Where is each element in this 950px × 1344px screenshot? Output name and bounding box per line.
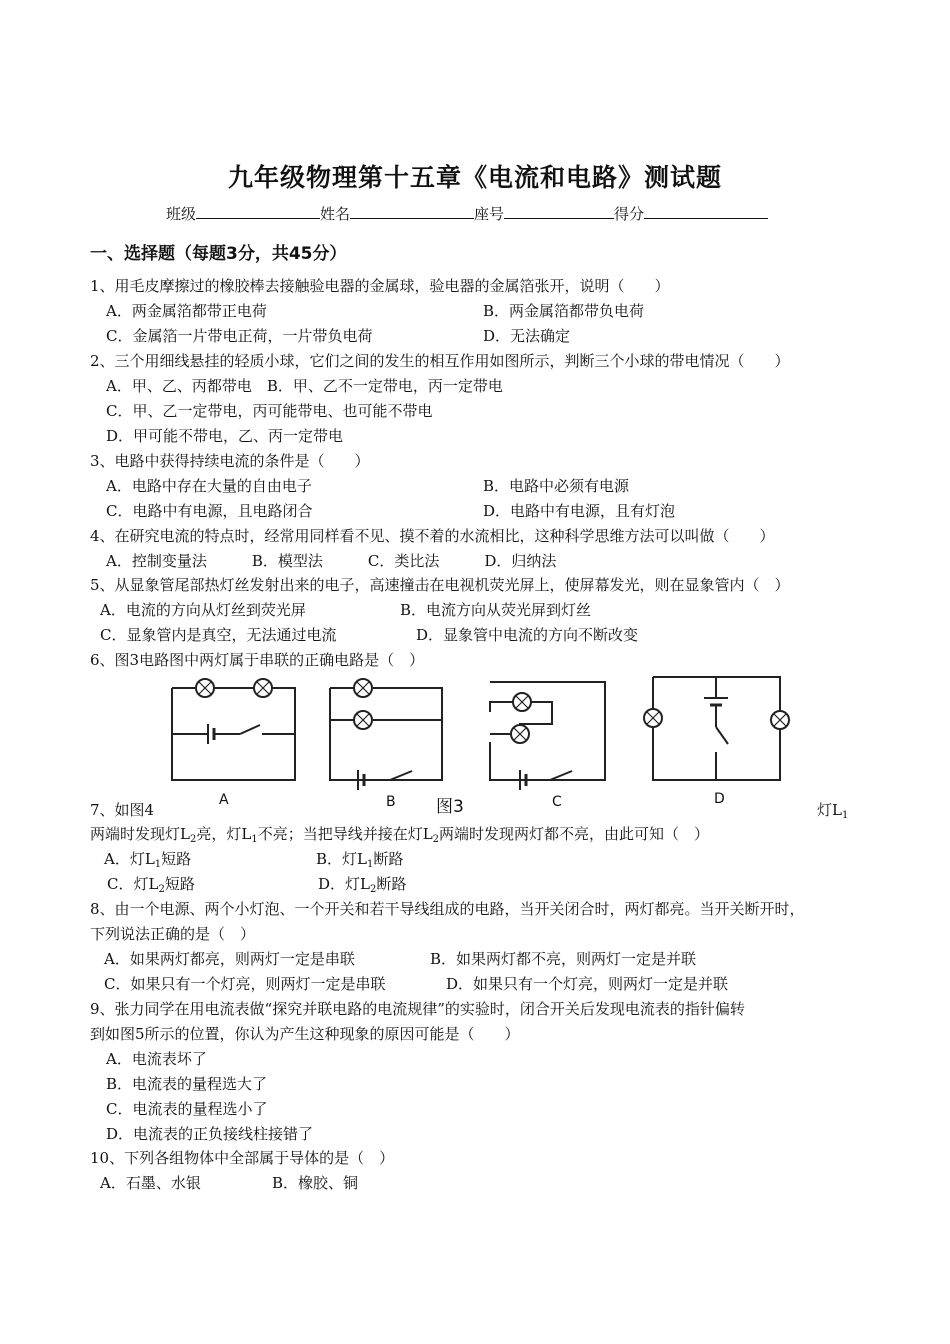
q2-option-c: C．甲、乙一定带电，丙可能带电、也可能不带电 [106, 402, 433, 420]
q9-stem: 9、张力同学在用电流表做“探究并联电路的电流规律”的实验时，闭合开关后发现电流表的指针偏转 [90, 1000, 745, 1018]
circuit-c-diagram [490, 682, 605, 790]
q3-stem: 3、电路中获得持续电流的条件是（ ） [90, 452, 370, 470]
student-info-line [166, 203, 768, 224]
q8-option-d: D．如果只有一个灯亮，则两灯一定是并联 [446, 975, 729, 993]
figure-label-a: A [219, 792, 229, 808]
circuit-d-diagram [644, 677, 789, 780]
q8-stem-line2: 下列说法正确的是（ ） [90, 925, 256, 943]
q8-option-a: A．如果两灯都亮，则两灯一定是串联 [104, 950, 355, 968]
q3-option-b: B．电路中必须有电源 [483, 477, 630, 495]
figure-caption: 图3 [436, 797, 464, 817]
q7-option-d: D．灯$L_2$断路 [318, 875, 407, 895]
figure-3-circuits [150, 672, 830, 817]
q8-stem: 8、由一个电源、两个小灯泡、一个开关和若干导线组成的电路，当开关闭合时，两灯都亮。当开关断开时， [90, 900, 805, 918]
q1-stem: 1、用毛皮摩擦过的橡胶棒去接触验电器的金属球，验电器的金属箔张开，说明（ ） [90, 277, 670, 295]
section-heading: 一、选择题（每题3分，共45分） [90, 244, 347, 264]
figure-label-b: B [386, 794, 396, 810]
q5-stem: 5、从显象管尾部热灯丝发射出来的电子，高速撞击在电视机荧光屏上，使屏幕发光，则在显象管内（ ） [90, 576, 790, 594]
q2-options-ab: A．甲、乙、丙都带电 B．甲、乙不一定带电，丙一定带电 [106, 377, 503, 395]
q5-option-a: A．电流的方向从灯丝到荧光屏 [100, 601, 306, 619]
q1-option-d: D．无法确定 [483, 327, 571, 345]
q7-option-a: A．灯$L_1$短路 [104, 850, 192, 870]
figure-label-d: D [714, 791, 725, 807]
class-label: 班级 [166, 205, 197, 223]
q7-option-c: C．灯$L_2$短路 [107, 875, 195, 895]
q9-stem-line2: 到如图5所示的位置，你认为产生这种现象的原因可能是（ ） [90, 1025, 520, 1043]
q3-option-d: D．电路中有电源，且有灯泡 [483, 502, 676, 520]
name-label: 姓名 [320, 205, 351, 223]
q8-option-c: C．如果只有一个灯亮，则两灯一定是串联 [104, 975, 386, 993]
circuit-a-diagram [172, 679, 295, 780]
q10-option-b: B．橡胶、铜 [272, 1174, 359, 1192]
q3-option-a: A．电路中存在大量的自由电子 [106, 477, 312, 495]
class-blank[interactable] [196, 204, 320, 219]
q2-option-d: D．甲可能不带电，乙、丙一定带电 [106, 427, 344, 445]
q4-stem: 4、在研究电流的特点时，经常用同样看不见、摸不着的水流相比，这种科学思维方法可以叫做（ ） [90, 527, 775, 545]
page-title: 九年级物理第十五章《电流和电路》测试题 [227, 163, 722, 192]
q1-option-a: A．两金属箔都带正电荷 [106, 302, 267, 320]
seat-blank[interactable] [504, 204, 614, 219]
q6-stem: 6、图3电路图中两灯属于串联的正确电路是（ ） [90, 651, 425, 669]
q9-option-c: C．电流表的量程选小了 [106, 1100, 268, 1118]
circuit-b-diagram [330, 679, 442, 790]
q5-option-d: D．显象管中电流的方向不断改变 [416, 626, 639, 644]
q3-option-c: C．电路中有电源，且电路闭合 [106, 502, 313, 520]
q10-option-a: A．石墨、水银 [100, 1174, 201, 1192]
figure-label-c: C [552, 794, 562, 810]
q7-stem-line2: 两端时发现灯$L_2$亮，灯$L_1$不亮；当把导线并接在灯$L_2$两端时发现两灯都不亮，由此可知（ ） [90, 825, 710, 845]
q7-option-b: B．灯$L_1$断路 [316, 850, 404, 870]
q9-option-a: A．电流表坏了 [106, 1050, 207, 1068]
name-blank[interactable] [350, 204, 474, 219]
seat-label: 座号 [474, 205, 505, 223]
q2-stem: 2、三个用细线悬挂的轻质小球，它们之间的发生的相互作用如图所示，判断三个小球的带电情况（ ） [90, 352, 790, 370]
score-blank[interactable] [644, 204, 768, 219]
score-label: 得分 [614, 205, 645, 223]
q8-option-b: B．如果两灯都不亮，则两灯一定是并联 [430, 950, 697, 968]
q7-stem-tail: 灯$L_1$ [817, 801, 849, 821]
q10-stem: 10、下列各组物体中全部属于导体的是（ ） [90, 1149, 395, 1167]
q5-option-b: B．电流方向从荧光屏到灯丝 [400, 601, 592, 619]
q9-option-b: B．电流表的量程选大了 [106, 1075, 268, 1093]
q1-option-c: C．金属箔一片带电正荷，一片带负电荷 [106, 327, 373, 345]
q9-option-d: D．电流表的正负接线柱接错了 [106, 1125, 314, 1143]
q4-options: A．控制变量法 B．模型法 C．类比法 D．归纳法 [106, 552, 557, 570]
q5-option-c: C．显象管内是真空，无法通过电流 [100, 626, 337, 644]
q7-stem-start: 7、如图4 [90, 801, 155, 819]
q1-option-b: B．两金属箔都带负电荷 [483, 302, 645, 320]
